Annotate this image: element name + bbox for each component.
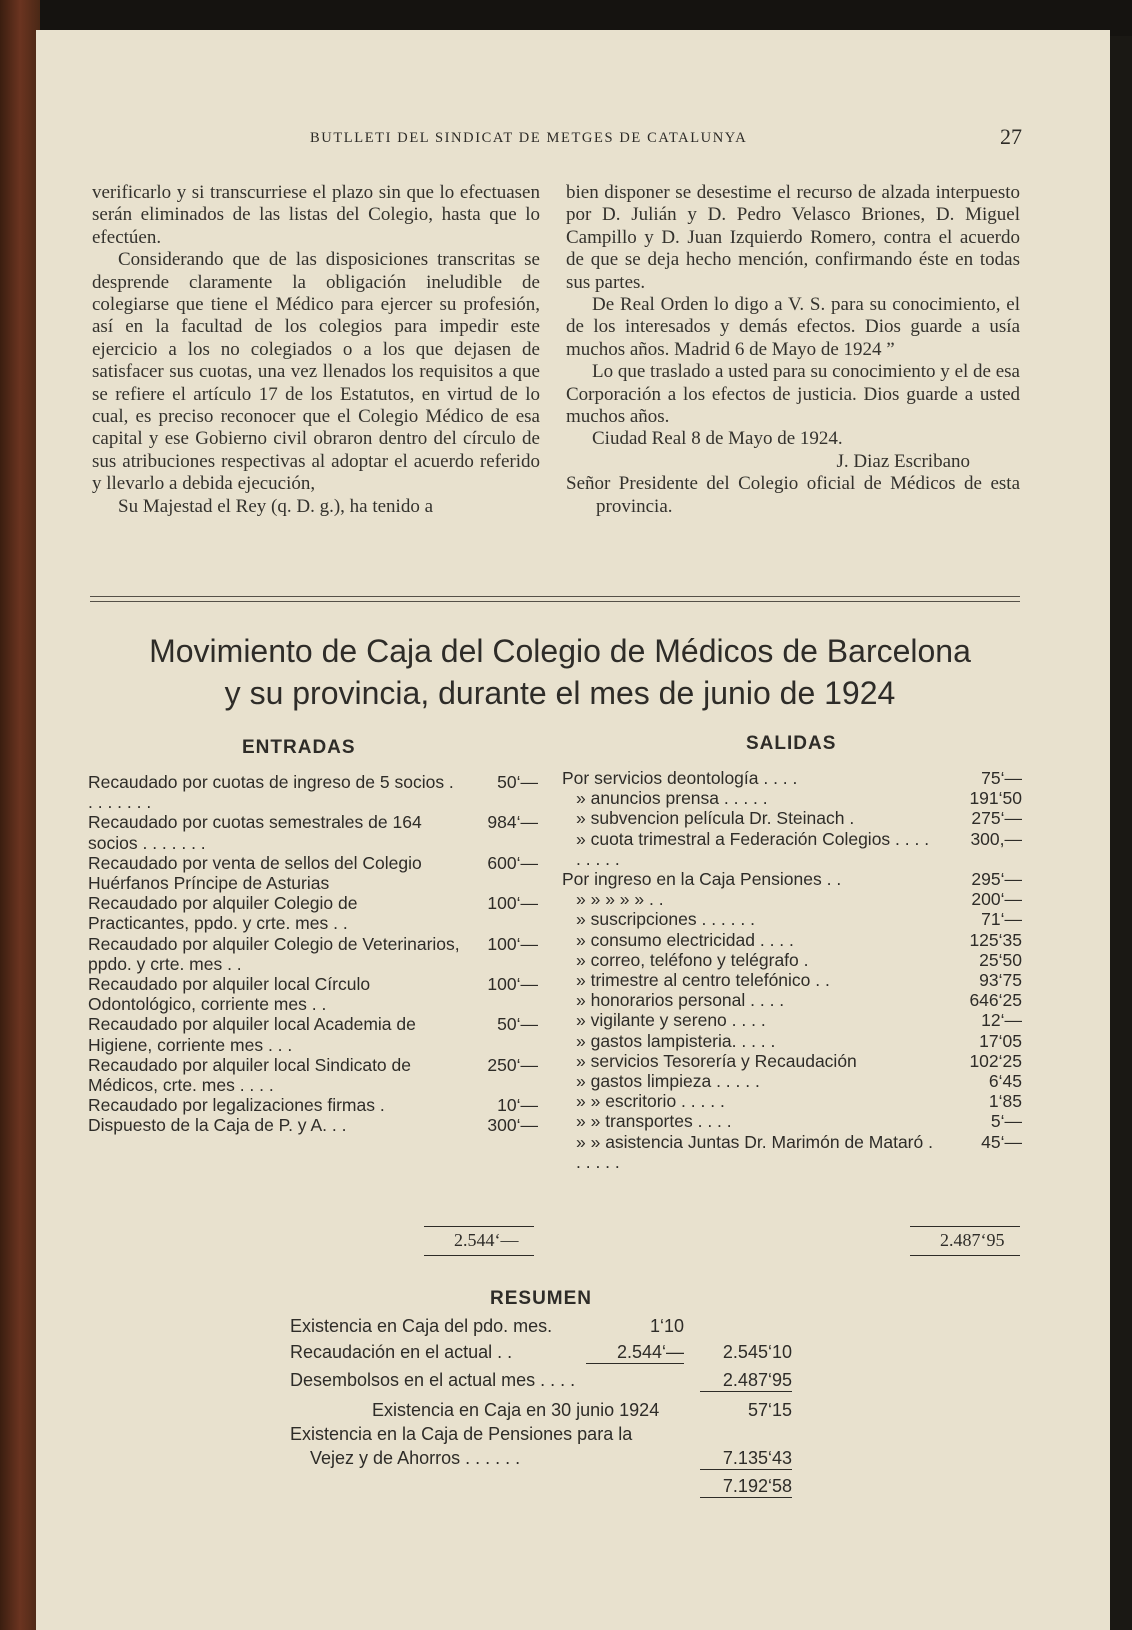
salidas-total: 2.487‘95: [940, 1230, 1005, 1250]
ledger-row: Recaudado por alquiler Colegio de Practicantes, ppdo. y crte. mes . . 100‘—: [88, 893, 538, 934]
ledger-row: » suscripciones . . . . . . 71‘—: [576, 909, 1022, 930]
ledger-row: Por ingreso en la Caja Pensiones . . 295‘—: [562, 869, 1022, 890]
ledger-row: » honorarios personal . . . . 646‘25: [576, 990, 1022, 1011]
divider-rule: [90, 601, 1020, 602]
entradas-heading: ENTRADAS: [242, 737, 356, 758]
ledger-row: Recaudado por alquiler local Academia de Higiene, corriente mes . . . 50‘—: [88, 1014, 538, 1055]
grand-total: 7.192‘58: [700, 1476, 792, 1498]
salidas-list: [562, 768, 1022, 1172]
ledger-row: » » » » » . . 200‘—: [576, 889, 1022, 910]
entradas-list: [88, 772, 538, 1136]
salidas-total-rule: [910, 1255, 1020, 1256]
ledger-row: Dispuesto de la Caja de P. y A. . . 300‘—: [88, 1115, 538, 1136]
section-title: Movimiento de Caja del Colegio de Médicos de Barcelona y su provincia, durante el mes de junio de 1924: [149, 633, 971, 711]
book-binding: [0, 0, 40, 1630]
ledger-row: Recaudado por venta de sellos del Colegio Huérfanos Príncipe de Asturias 600‘—: [88, 852, 538, 894]
paragraph: bien disponer se desestime el recurso de alzada interpuesto por D. Julián y D. Pedro Velasco Briones, D. Miguel Campillo y D. Juan Izquierdo Romero, contra el acuerdo de que se deja hecho mención, confirmando éste en todas sus partes.: [566, 182, 1020, 293]
ledger-row: » cuota trimestral a Federación Colegios . . . . . . . . . 300,—: [576, 828, 1022, 869]
ledger-row: » consumo electricidad . . . . 125‘35: [576, 929, 1022, 950]
ledger-row: » correo, teléfono y telégrafo . 25‘50: [576, 949, 1022, 970]
addressee: Señor Presidente del Colegio oficial de Médicos de esta provincia.: [566, 473, 1020, 517]
running-title: BUTLLETI DEL SINDICAT DE METGES DE CATALUNYA: [310, 130, 748, 146]
salidas-total-rule: [910, 1226, 1020, 1227]
ledger-row: » gastos limpieza . . . . . 6‘45: [576, 1071, 1022, 1092]
ledger-row: Recaudado por cuotas semestrales de 164 socios . . . . . . . 984‘—: [88, 812, 538, 853]
ledger-row: » gastos lampisteria. . . . . 17‘05: [576, 1030, 1022, 1051]
resumen-line: Existencia en la Caja de Pensiones para la: [290, 1424, 633, 1444]
paragraph: Su Majestad el Rey (q. D. g.), ha tenido a: [118, 495, 434, 517]
ledger-row: » » escritorio . . . . . 1‘85: [576, 1091, 1022, 1112]
place-date: Ciudad Real 8 de Mayo de 1924.: [592, 428, 843, 450]
resumen-line: Recaudación en el actual . . 2.544‘— 2.545‘10: [290, 1342, 792, 1362]
ledger-row: » servicios Tesorería y Recaudación 102‘25: [576, 1050, 1022, 1071]
ledger-row: » subvencion película Dr. Steinach . 275‘—: [576, 808, 1022, 829]
resumen-line: Vejez y de Ahorros . . . . . . 7.135‘43: [310, 1448, 792, 1468]
ledger-row: Recaudado por legalizaciones firmas . 10‘—: [88, 1095, 538, 1116]
ledger-row: Recaudado por alquiler local Círculo Odontológico, corriente mes . . 100‘—: [88, 974, 538, 1015]
paragraph: verificarlo y si transcurriese el plazo sin que lo efectuasen serán eliminados de las listas del Colegio, hasta que lo efectúen.: [92, 182, 540, 248]
divider-rule: [90, 596, 1020, 597]
entradas-total-rule: [424, 1255, 534, 1256]
resumen-line: Existencia en Caja en 30 junio 1924 57‘15: [372, 1400, 792, 1420]
ledger-row: » » transportes . . . . 5‘—: [576, 1111, 1022, 1132]
ledger-row: Recaudado por cuotas de ingreso de 5 socios . . . . . . . . 50‘—: [88, 772, 538, 813]
ledger-row: Recaudado por alquiler local Sindicato de Médicos, crte. mes . . . . 250‘—: [88, 1054, 538, 1096]
entradas-total-rule: [424, 1226, 534, 1227]
paragraph: De Real Orden lo digo a V. S. para su conocimiento, el de los interesados y demás efectos. Dios guarde a usía muchos años. Madrid 6 de Mayo de 1924 ”: [566, 294, 1020, 360]
salidas-heading: SALIDAS: [746, 733, 837, 754]
ledger-row: » » asistencia Juntas Dr. Marimón de Mataró . . . . . . 45‘—: [576, 1131, 1022, 1172]
ledger-row: Por servicios deontología . . . . 75‘—: [562, 768, 1022, 788]
paragraph: Lo que traslado a usted para su conocimiento y el de esa Corporación a los efectos de justicia. Dios guarde a usted muchos años.: [566, 361, 1020, 428]
ledger-row: Recaudado por alquiler Colegio de Veterinarios, ppdo. y crte. mes . . 100‘—: [88, 933, 538, 974]
ledger-row: » anuncios prensa . . . . . 191‘50: [576, 788, 1022, 809]
ledger-row: » trimestre al centro telefónico . . 93‘75: [576, 970, 1022, 991]
paragraph: Considerando que de las disposiciones transcritas se desprende claramente la obligación ineludible de colegiarse que tiene el Médico para ejercer su profesión, así en la facultad de los colegios para impedir este ejercicio a los no colegiados o a los que dejasen de satisfacer sus cuotas, una vez llenados los requisitos a que se refiere el artículo 17 de los Estatutos, en virtud de lo cual, es preciso reconocer que el Colegio Médico de esa capital y ese Gobierno civil obraron dentro del círculo de sus atribuciones respectivas al adoptar el acuerdo referido y llevarlo a debida ejecución,: [92, 249, 540, 495]
resumen-line: Desembolsos en el actual mes . . . . 2.487‘95: [290, 1370, 792, 1390]
right-text-column: [566, 182, 1020, 518]
ledger-row: » vigilante y sereno . . . . 12‘—: [576, 1010, 1022, 1031]
resumen-heading: RESUMEN: [490, 1288, 593, 1309]
page-number: 27: [1000, 124, 1022, 149]
left-text-column: [92, 182, 540, 518]
entradas-total: 2.544‘—: [454, 1230, 519, 1250]
resumen-line: Existencia en Caja del pdo. mes. 1‘10: [290, 1316, 684, 1336]
signature: J. Diaz Escribano: [836, 450, 970, 472]
